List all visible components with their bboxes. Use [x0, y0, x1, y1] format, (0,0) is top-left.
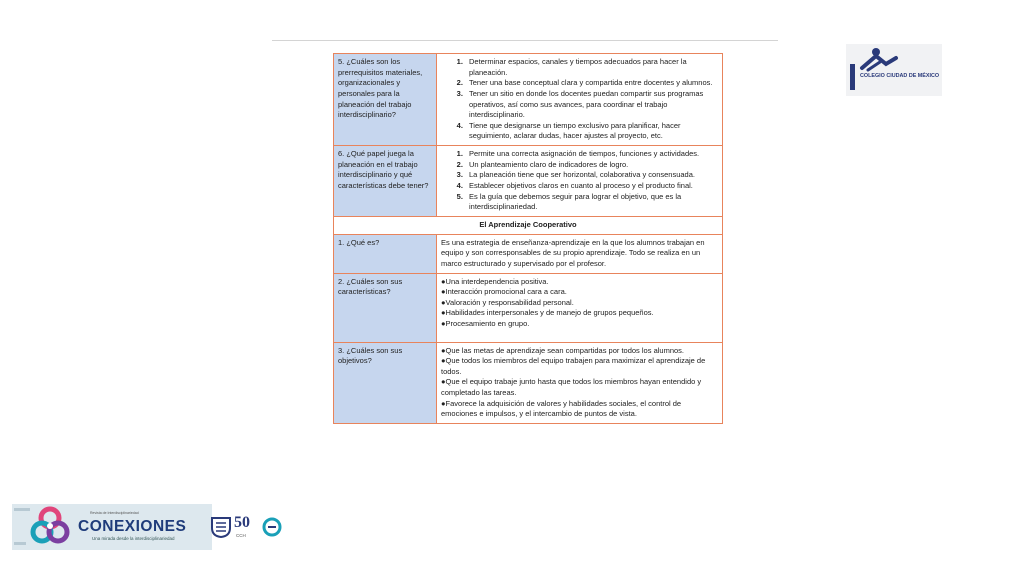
bullet-item: ●Valoración y responsabilidad personal. — [441, 297, 574, 307]
question-text: 5. ¿Cuáles son los prerrequisitos materiales, organizacionales y personales para la planeación del trabajo interdisciplinario? — [338, 57, 423, 120]
colegio-logo-text: COLEGIO CIUDAD DE MÉXICO — [860, 73, 940, 79]
colegio-ciudad-de-mexico-logo — [846, 44, 942, 96]
list-item: 3. La planeación tiene que ser horizontal, colaborativa y consensuada. — [465, 170, 718, 181]
document-table — [333, 53, 723, 424]
answer-list — [441, 57, 718, 142]
answer-cell — [437, 273, 723, 342]
table-row — [334, 342, 723, 423]
bullet-item: ●Que el equipo trabaje junto hasta que todos los miembros hayan entendido y completado las tareas. — [441, 377, 702, 398]
unam-shield-icon — [210, 516, 232, 538]
cch-label: CCH — [236, 533, 246, 538]
answer-cell — [437, 54, 723, 146]
question-cell — [334, 273, 437, 342]
list-item: 4. Tiene que designarse un tiempo exclusivo para planificar, hacer seguimiento, aclarar dudas, hacer ajustes al proyecto, etc. — [465, 121, 718, 142]
conexiones-logo — [12, 504, 212, 550]
bullet-item: ●Que las metas de aprendizaje sean compartidas por todos los alumnos. — [441, 345, 684, 355]
bullet-item: ●Interacción promocional cara a cara. — [441, 287, 567, 297]
question-cell — [334, 234, 437, 273]
table-row — [334, 234, 723, 273]
list-item: 2. Un planteamiento claro de indicadores de logro. — [465, 160, 718, 171]
list-item: 1. Permite una correcta asignación de tiempos, funciones y actividades. — [465, 149, 718, 160]
colegio-emblem-icon — [846, 44, 942, 96]
top-divider — [272, 40, 778, 41]
bullet-item: ●Habilidades interpersonales y de manejo de grupos pequeños. — [441, 308, 654, 318]
list-item: 3. Tener un sitio en donde los docentes puedan compartir sus programas operativos, así como sus avances, para coordinar el trabajo interdisciplinario. — [465, 89, 718, 121]
list-item: 1. Determinar espacios, canales y tiempos adecuados para hacer la planeación. — [465, 57, 718, 78]
bullet-item: ●Procesamiento en grupo. — [441, 319, 530, 329]
table-row — [334, 146, 723, 217]
question-text: 2. ¿Cuáles son sus características? — [338, 276, 403, 297]
conexiones-title: CONEXIONES — [78, 518, 187, 535]
conexiones-tagline: Una mirada desde la interdisciplinariedad — [92, 536, 175, 541]
table-row — [334, 54, 723, 146]
conexiones-small-text: Revista de Interdisciplinariedad — [90, 511, 139, 515]
qa-table — [333, 53, 723, 424]
answer-list — [441, 149, 718, 213]
question-cell — [334, 146, 437, 217]
question-text: 1. ¿Qué es? — [338, 237, 380, 247]
bullet-item: ●Favorece la adquisición de valores y habilidades sociales, el control de emociones e impulsos, y el intercambio de puntos de vista. — [441, 398, 682, 419]
answer-cell — [437, 234, 723, 273]
si-emblem-icon — [262, 517, 282, 537]
bullet-item: ●Que todos los miembros del equipo trabajen para maximizar el aprendizaje de todos. — [441, 356, 706, 376]
answer-cell — [437, 342, 723, 423]
question-text: 3. ¿Cuáles son sus objetivos? — [338, 345, 403, 366]
list-item: 5. Es la guía que debemos seguir para lograr el objetivo, que es la interdisciplinariedad. — [465, 192, 718, 213]
table-row — [334, 273, 723, 342]
answer-text: Es una estrategia de enseñanza-aprendizaje en la que los alumnos trabajan en equipo y son corresponsables de su propio aprendizaje. Todo se realiza en un marco estructurado y supervisado por el profesor. — [441, 237, 705, 268]
question-cell — [334, 342, 437, 423]
question-text: 6. ¿Qué papel juega la planeación en el trabajo interdisciplinario y qué características debe tener? — [338, 149, 429, 191]
section-title: El Aprendizaje Cooperativo — [334, 216, 723, 234]
list-item: 4. Establecer objetivos claros en cuanto al proceso y el producto final. — [465, 181, 718, 192]
question-cell — [334, 54, 437, 146]
cch-50-number: 50 — [234, 514, 250, 531]
bullet-item: ●Una interdependencia positiva. — [441, 276, 549, 286]
answer-cell — [437, 146, 723, 217]
section-row — [334, 216, 723, 234]
list-item: 2. Tener una base conceptual clara y compartida entre docentes y alumnos. — [465, 78, 718, 89]
